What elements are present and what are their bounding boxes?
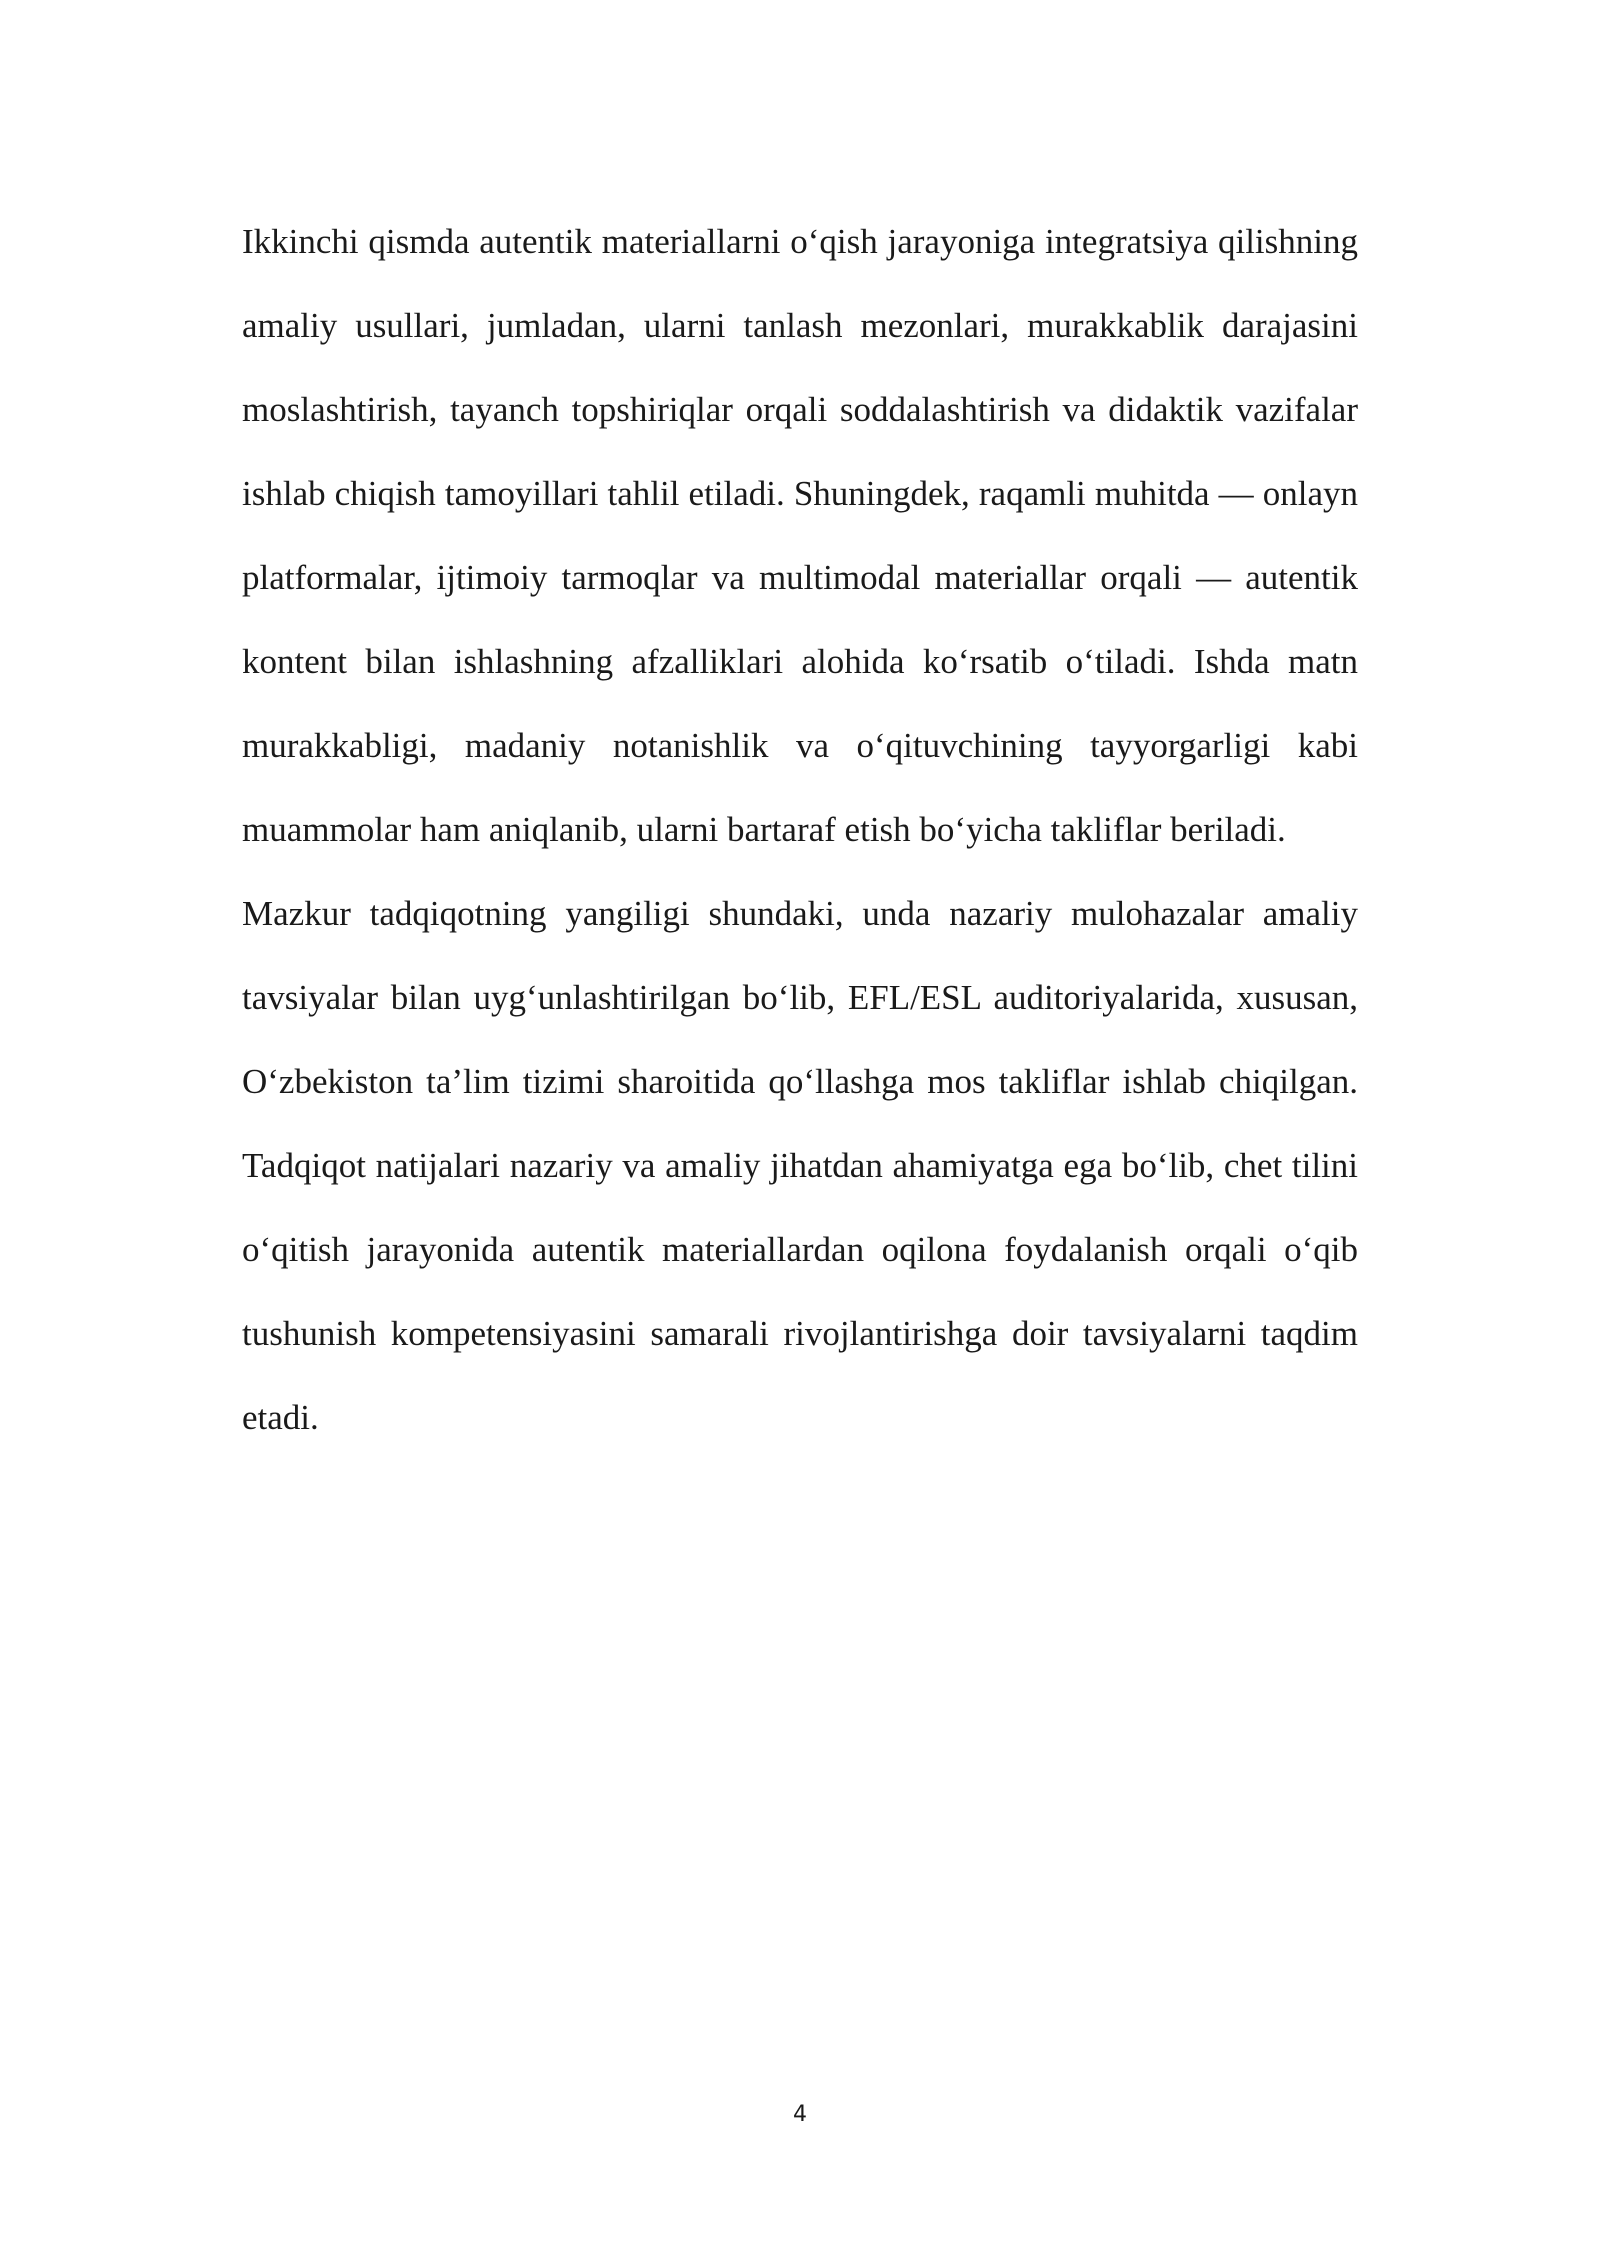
paragraph-2: Mazkur tadqiqotning yangiligi shundaki, unda nazariy mulohazalar amaliy tavsiyalar bilan uyg‘unlashtirilgan bo‘lib, EFL/ESL auditoriyalarida, xususan, O‘zbekiston ta’lim tizimi sharoitida qo‘llashga mos takliflar ishlab chiqilgan. Tadqiqot natijalari nazariy va amaliy jihatdan ahamiyatga ega bo‘lib, chet tilini o‘qitish jarayonida autentik materiallardan oqilona foydalanish orqali o‘qib tushunish kompetensiyasini samarali rivojlantirishga doir tavsiyalarni taqdim etadi. — [242, 894, 1358, 1437]
body-text — [242, 200, 1358, 1460]
page-number: 4 — [793, 2102, 807, 2127]
paragraph-1: Ikkinchi qismda autentik materiallarni o‘qish jarayoniga integratsiya qilishning amaliy usullari, jumladan, ularni tanlash mezonlari, murakkablik darajasini moslashtirish, tayanch topshiriqlar orqali soddalashtirish va didaktik vazifalar ishlab chiqish tamoyillari tahlil etiladi. Shuningdek, raqamli muhitda — onlayn platformalar, ijtimoiy tarmoqlar va multimodal materiallar orqali — autentik kontent bilan ishlashning afzalliklari alohida ko‘rsatib o‘tiladi. Ishda matn murakkabligi, madaniy notanishlik va o‘qituvchining tayyorgarligi kabi muammolar ham aniqlanib, ularni bartaraf etish bo‘yicha takliflar beriladi. — [242, 222, 1358, 849]
